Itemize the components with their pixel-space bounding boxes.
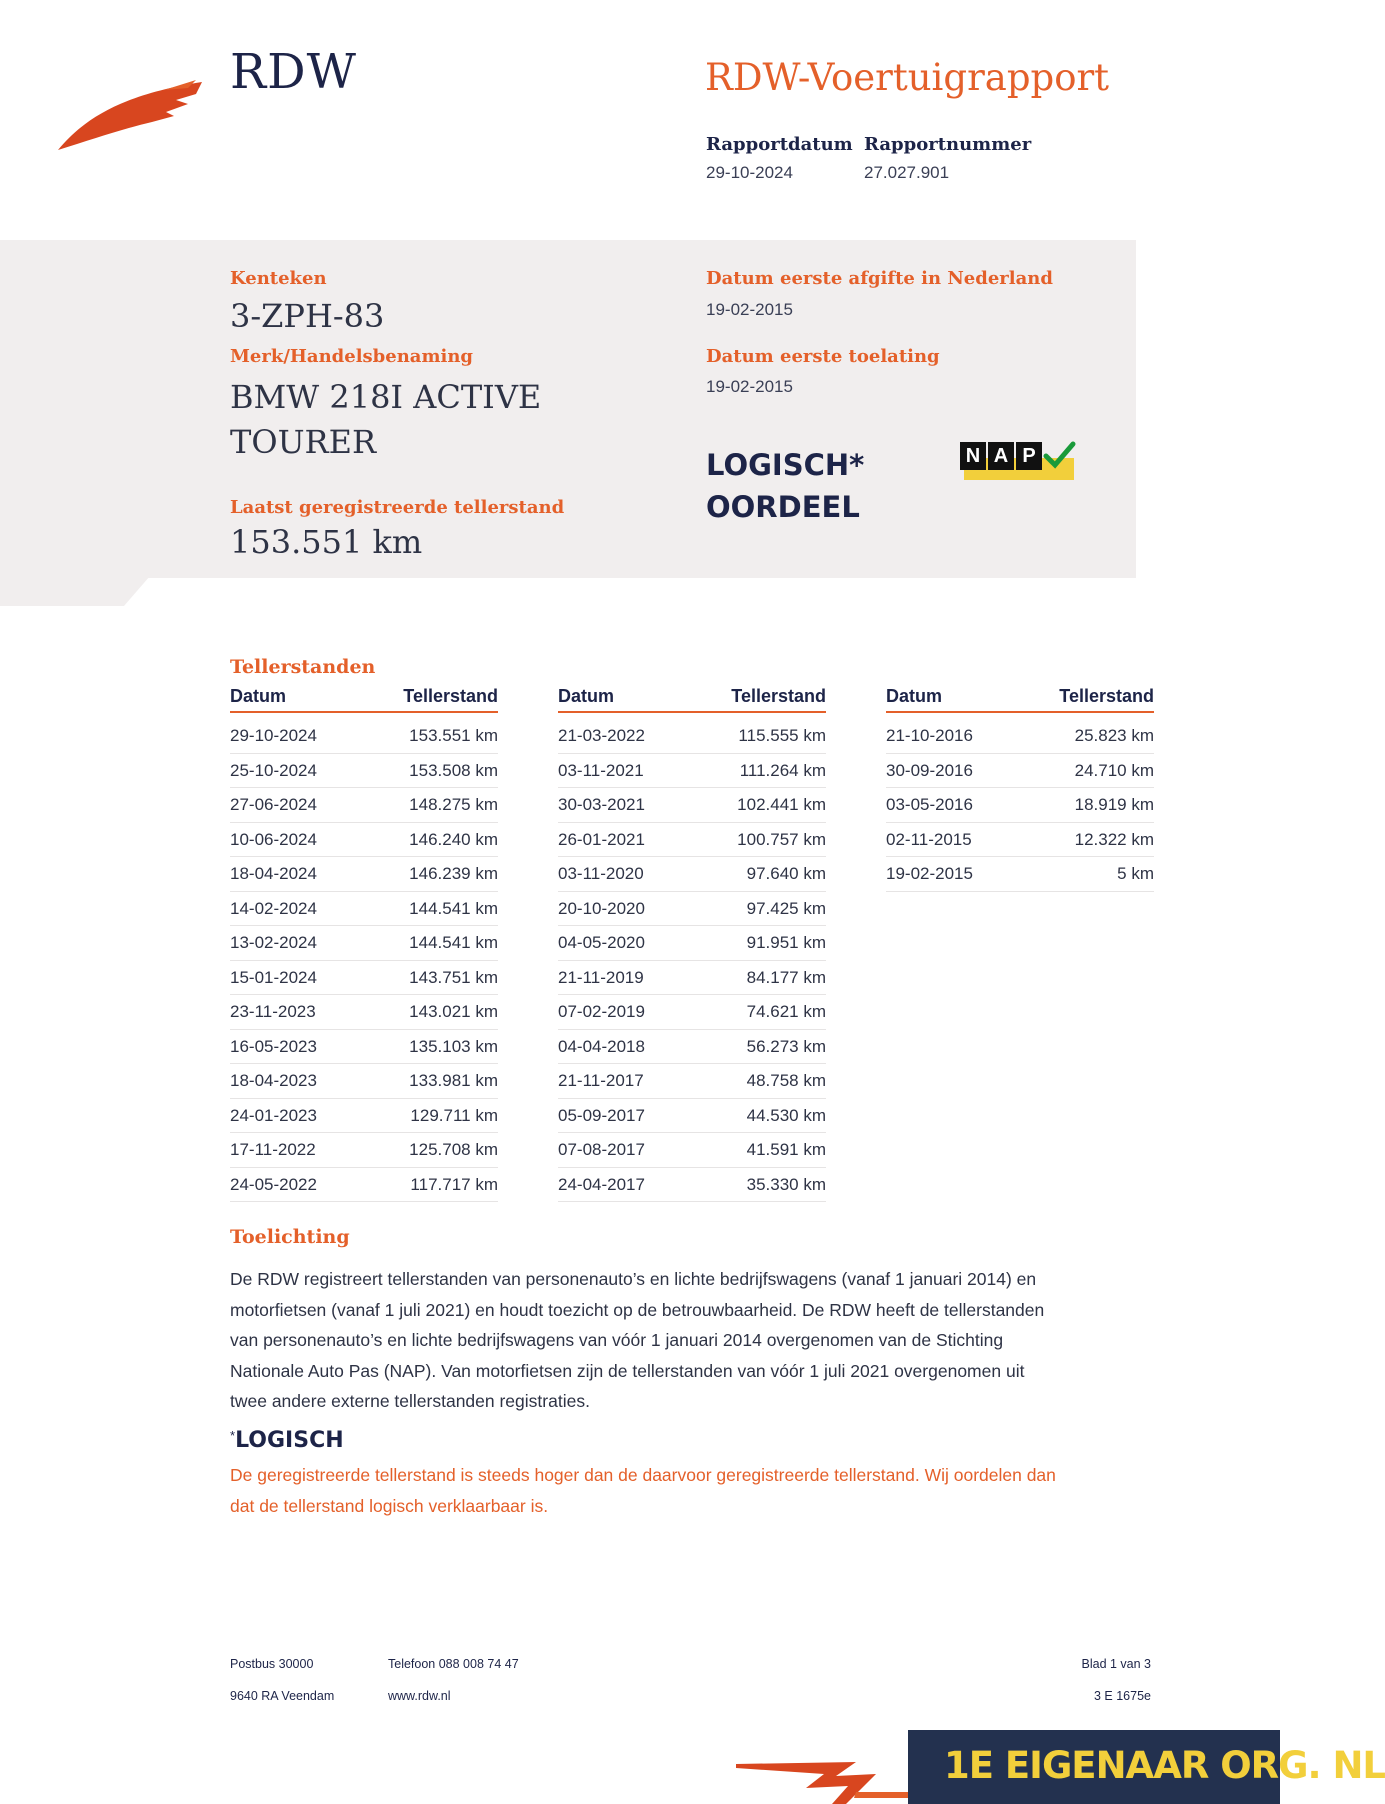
odometer-date: 03-05-2016 [886, 795, 973, 814]
odometer-reading: 143.751 km [409, 967, 498, 987]
odometer-reading: 144.541 km [409, 898, 498, 918]
odometer-row [230, 719, 498, 754]
odometer-row [558, 823, 826, 858]
verdict-line2: OORDEEL [706, 490, 860, 524]
odometer-reading: 133.981 km [409, 1071, 498, 1090]
first-admission-label: Datum eerste toelating [706, 346, 940, 367]
odometer-date: 03-11-2021 [558, 760, 644, 780]
report-date-label: Rapportdatum [706, 134, 853, 155]
odometer-header [886, 686, 1154, 713]
odometer-reading: 44.530 km [746, 1105, 826, 1125]
odometer-row [558, 754, 826, 789]
odometer-row [230, 823, 498, 858]
explanation-line: motorfietsen (vanaf 1 juli 2021) en houdt toezicht op de betrouwbaarheid. De RDW heeft de tellerstanden [230, 1299, 1045, 1320]
date-header: Datum [558, 686, 615, 706]
odometer-section-title: Tellerstanden [230, 656, 376, 678]
make-value-line1: BMW 218I ACTIVE [230, 378, 542, 416]
odometer-date: 24-04-2017 [558, 1174, 645, 1194]
footer-website-link[interactable]: www.rdw.nl [388, 1689, 451, 1703]
odometer-row [558, 788, 826, 823]
odometer-date: 16-05-2023 [230, 1036, 317, 1056]
date-header: Datum [886, 686, 943, 706]
note-title: LOGISCH [235, 1428, 344, 1453]
odometer-date: 14-02-2024 [230, 898, 317, 918]
nap-badge [960, 440, 1076, 482]
odometer-reading: 115.555 km [738, 726, 826, 745]
odometer-date: 21-10-2016 [886, 726, 973, 745]
odometer-row [230, 788, 498, 823]
odometer-row [230, 1030, 498, 1065]
first-registration-nl-label: Datum eerste afgifte in Nederland [706, 268, 1053, 289]
odometer-row [230, 995, 498, 1030]
odometer-row [558, 1168, 826, 1203]
brand-name: RDW [230, 44, 357, 100]
nap-letter-n: N [960, 442, 986, 470]
first-registration-nl-value: 19-02-2015 [706, 300, 793, 319]
make-label: Merk/Handelsbenaming [230, 346, 474, 367]
watermark-swoosh-icon [736, 1752, 926, 1804]
explanation-title: Toelichting [230, 1226, 350, 1248]
odometer-date: 13-02-2024 [230, 933, 317, 952]
odometer-reading: 25.823 km [1074, 726, 1154, 745]
odometer-date: 27-06-2024 [230, 795, 317, 814]
footer-postcode: 9640 RA Veendam [230, 1689, 335, 1703]
odometer-reading: 146.239 km [409, 864, 498, 883]
odometer-row [558, 719, 826, 754]
odometer-reading: 143.021 km [409, 1002, 498, 1021]
odometer-date: 03-11-2020 [558, 864, 644, 883]
odometer-reading: 74.621 km [746, 1002, 826, 1021]
odometer-reading: 125.708 km [409, 1140, 498, 1159]
odometer-reading: 117.717 km [410, 1174, 498, 1194]
note-paragraph [230, 1460, 1190, 1521]
explanation-paragraph [230, 1264, 1190, 1417]
odometer-row [230, 926, 498, 961]
odometer-date: 23-11-2023 [230, 1002, 316, 1021]
odometer-date: 17-11-2022 [230, 1140, 316, 1159]
odometer-row [558, 961, 826, 996]
date-header: Datum [230, 686, 287, 706]
odometer-reading: 153.551 km [409, 726, 498, 745]
odometer-reading: 146.240 km [409, 829, 498, 849]
odometer-date: 04-05-2020 [558, 933, 645, 952]
odometer-column-1 [230, 686, 498, 1202]
nap-letter-p: P [1016, 442, 1042, 470]
odometer-reading: 56.273 km [746, 1036, 826, 1056]
odometer-last-label: Laatst geregistreerde tellerstand [230, 497, 565, 518]
report-date-value: 29-10-2024 [706, 163, 793, 182]
odometer-header [558, 686, 826, 713]
odometer-reading: 91.951 km [746, 933, 826, 952]
plate-value: 3-ZPH-83 [230, 297, 385, 335]
odometer-reading: 84.177 km [746, 967, 826, 987]
nap-letter-a: A [988, 442, 1014, 470]
odometer-row [558, 1099, 826, 1134]
odometer-reading: 102.441 km [737, 795, 826, 814]
odometer-row [230, 754, 498, 789]
odometer-row [230, 961, 498, 996]
odometer-reading: 100.757 km [737, 829, 826, 849]
report-number-label: Rapportnummer [864, 134, 1032, 155]
odometer-row [558, 857, 826, 892]
odometer-date: 07-08-2017 [558, 1140, 645, 1159]
odometer-date: 26-01-2021 [558, 829, 645, 849]
reading-header: Tellerstand [731, 686, 826, 706]
odometer-row [230, 1133, 498, 1168]
odometer-date: 15-01-2024 [230, 967, 317, 987]
footer-postbus: Postbus 30000 [230, 1657, 314, 1671]
odometer-date: 21-11-2017 [558, 1071, 644, 1090]
plate-label: Kenteken [230, 268, 327, 289]
first-admission-value: 19-02-2015 [706, 377, 793, 396]
reading-header: Tellerstand [1059, 686, 1154, 706]
odometer-reading: 5 km [1117, 864, 1154, 883]
odometer-column-2 [558, 686, 826, 1202]
odometer-row [886, 823, 1154, 858]
odometer-header [230, 686, 498, 713]
odometer-reading: 97.425 km [746, 898, 826, 918]
odometer-date: 21-03-2022 [558, 726, 645, 745]
watermark-text: 1E EIGENAAR ORG. NL [944, 1744, 1385, 1787]
odometer-date: 24-05-2022 [230, 1174, 317, 1194]
odometer-date: 05-09-2017 [558, 1105, 645, 1125]
odometer-date: 24-01-2023 [230, 1105, 317, 1125]
explanation-line: Nationale Auto Pas (NAP). Van motorfietsen zijn de tellerstanden van vóór 1 juli 2021 overgenomen uit [230, 1360, 1025, 1381]
summary-panel [0, 240, 1136, 578]
odometer-row [886, 857, 1154, 892]
odometer-date: 20-10-2020 [558, 898, 645, 918]
odometer-row [886, 719, 1154, 754]
odometer-row [230, 892, 498, 927]
report-number-value: 27.027.901 [864, 163, 950, 182]
odometer-date: 18-04-2024 [230, 864, 317, 883]
odometer-reading: 41.591 km [746, 1140, 826, 1159]
note-asterisk: * [230, 1428, 236, 1443]
odometer-reading: 97.640 km [746, 864, 826, 883]
odometer-row [558, 892, 826, 927]
odometer-column-3 [886, 686, 1154, 892]
odometer-row [558, 1030, 826, 1065]
explanation-line: De RDW registreert tellerstanden van personenauto’s en lichte bedrijfswagens (vanaf 1 januari 2014) en [230, 1269, 1037, 1289]
odometer-reading: 12.322 km [1074, 829, 1154, 849]
odometer-date: 10-06-2024 [230, 829, 317, 849]
odometer-date: 25-10-2024 [230, 760, 317, 780]
odometer-reading: 148.275 km [409, 795, 498, 814]
odometer-reading: 35.330 km [746, 1174, 826, 1194]
footer-doc-code: 3 E 1675e [1094, 1689, 1151, 1703]
footer-phone: Telefoon 088 008 74 47 [388, 1657, 519, 1671]
odometer-date: 18-04-2023 [230, 1071, 317, 1090]
verdict-line1: LOGISCH* [706, 448, 865, 482]
odometer-date: 30-03-2021 [558, 795, 645, 814]
odometer-row [886, 754, 1154, 789]
odometer-date: 21-11-2019 [558, 967, 644, 987]
odometer-reading: 111.264 km [739, 760, 826, 780]
odometer-row [230, 1064, 498, 1099]
note-line: dat de tellerstand logisch verklaarbaar is. [230, 1495, 549, 1516]
odometer-reading: 24.710 km [1074, 760, 1154, 780]
odometer-reading: 135.103 km [409, 1036, 498, 1056]
odometer-reading: 129.711 km [410, 1105, 498, 1125]
checkmark-icon [1042, 440, 1076, 472]
odometer-row [886, 788, 1154, 823]
rdw-logo-icon [56, 76, 206, 156]
note-line: De geregistreerde tellerstand is steeds hoger dan de daarvoor geregistreerde tellerstand. Wij oordelen dan [230, 1465, 1056, 1485]
odometer-date: 02-11-2015 [886, 829, 972, 849]
make-value-line2: TOURER [230, 423, 377, 461]
report-title: RDW-Voertuigrapport [705, 56, 1110, 99]
odometer-reading: 48.758 km [746, 1071, 826, 1090]
odometer-reading: 18.919 km [1074, 795, 1154, 814]
odometer-reading: 153.508 km [409, 760, 498, 780]
odometer-date: 19-02-2015 [886, 864, 973, 883]
odometer-row [558, 1133, 826, 1168]
explanation-line: twee andere externe tellerstanden registraties. [230, 1391, 590, 1411]
explanation-line: van personenauto’s en lichte bedrijfswagens van vóór 1 januari 2014 overgenomen van de Stichting [230, 1330, 1004, 1350]
odometer-date: 29-10-2024 [230, 726, 317, 745]
odometer-row [558, 1064, 826, 1099]
panel-notch [0, 576, 150, 606]
footer-page-number: Blad 1 van 3 [1081, 1657, 1151, 1671]
odometer-date: 30-09-2016 [886, 760, 973, 780]
note-heading [230, 1428, 344, 1453]
odometer-row [230, 857, 498, 892]
odometer-row [230, 1099, 498, 1134]
odometer-row [558, 926, 826, 961]
odometer-row [230, 1168, 498, 1203]
odometer-last-value: 153.551 km [230, 523, 423, 561]
reading-header: Tellerstand [403, 686, 498, 706]
odometer-reading: 144.541 km [409, 933, 498, 952]
odometer-date: 04-04-2018 [558, 1036, 645, 1056]
odometer-date: 07-02-2019 [558, 1002, 645, 1021]
odometer-row [558, 995, 826, 1030]
